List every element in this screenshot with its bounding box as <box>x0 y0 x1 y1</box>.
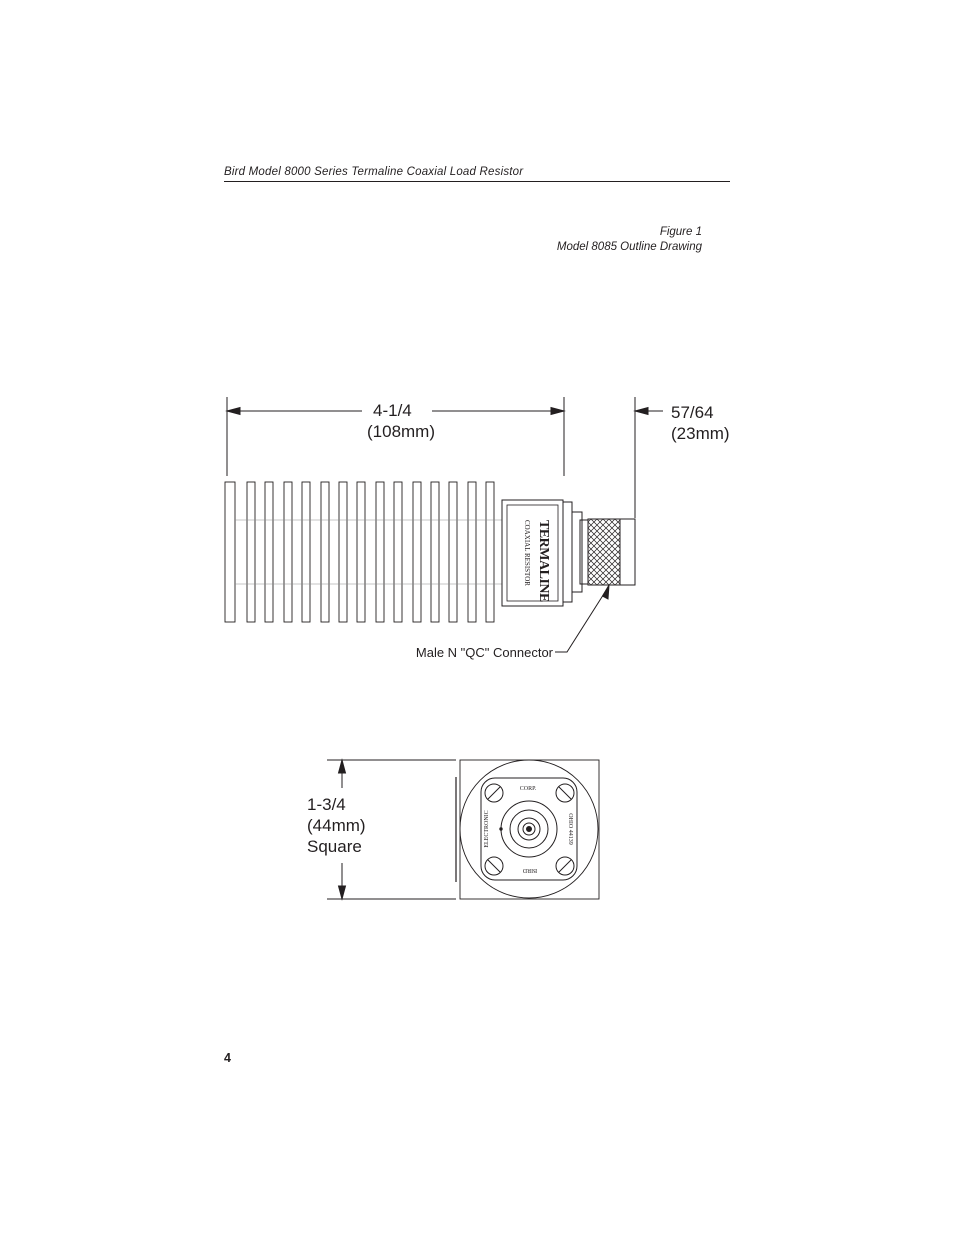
side-view <box>225 397 663 652</box>
connector-callout-label: Male N "QC" Connector <box>415 645 553 660</box>
end-view <box>327 760 599 899</box>
square-arrow-bottom <box>339 886 346 899</box>
figure-number: Figure 1 <box>659 226 702 238</box>
square-dim-word: Square <box>307 837 362 856</box>
length-dim-metric: (108mm) <box>367 422 436 441</box>
length-arrow-right <box>551 408 564 415</box>
figure-caption: Model 8085 Outline Drawing <box>556 241 702 253</box>
square-dim-fraction: 1-3/4 <box>307 795 346 814</box>
square-arrow-top <box>339 760 346 773</box>
flange-text-top: CORP. <box>519 786 537 792</box>
brand-logo-text: TERMALINE <box>536 520 551 602</box>
flange-text-bottom: BIRD <box>522 867 538 873</box>
knurled-coupling <box>588 519 620 585</box>
length-dim-fraction: 4-1/4 <box>373 401 412 420</box>
connector-collar <box>563 502 572 602</box>
square-dim-metric: (44mm) <box>307 816 366 835</box>
connector-callout-arrow <box>603 585 610 599</box>
connector-dim-fraction: 57/64 <box>671 403 714 422</box>
housing-body <box>502 500 563 606</box>
length-arrow-left <box>227 408 240 415</box>
center-pin <box>527 827 532 832</box>
cooling-fins <box>225 482 494 622</box>
flange-text-right: OHIO 44139 <box>567 813 573 845</box>
running-header: Bird Model 8000 Series Termaline Coaxial Load Resistor <box>224 166 524 178</box>
page-number: 4 <box>224 1051 231 1065</box>
flange-text-left: ELECTRONIC <box>484 810 490 848</box>
connector-shoulder <box>580 520 588 584</box>
connector-dim-metric: (23mm) <box>671 424 730 443</box>
label-plate-caption: COAXIAL RESISTOR <box>523 520 531 586</box>
coupling-tip <box>620 519 635 585</box>
connector-arrow <box>635 408 648 415</box>
flange-dot-left <box>500 828 502 830</box>
label-plate-text <box>523 520 551 602</box>
